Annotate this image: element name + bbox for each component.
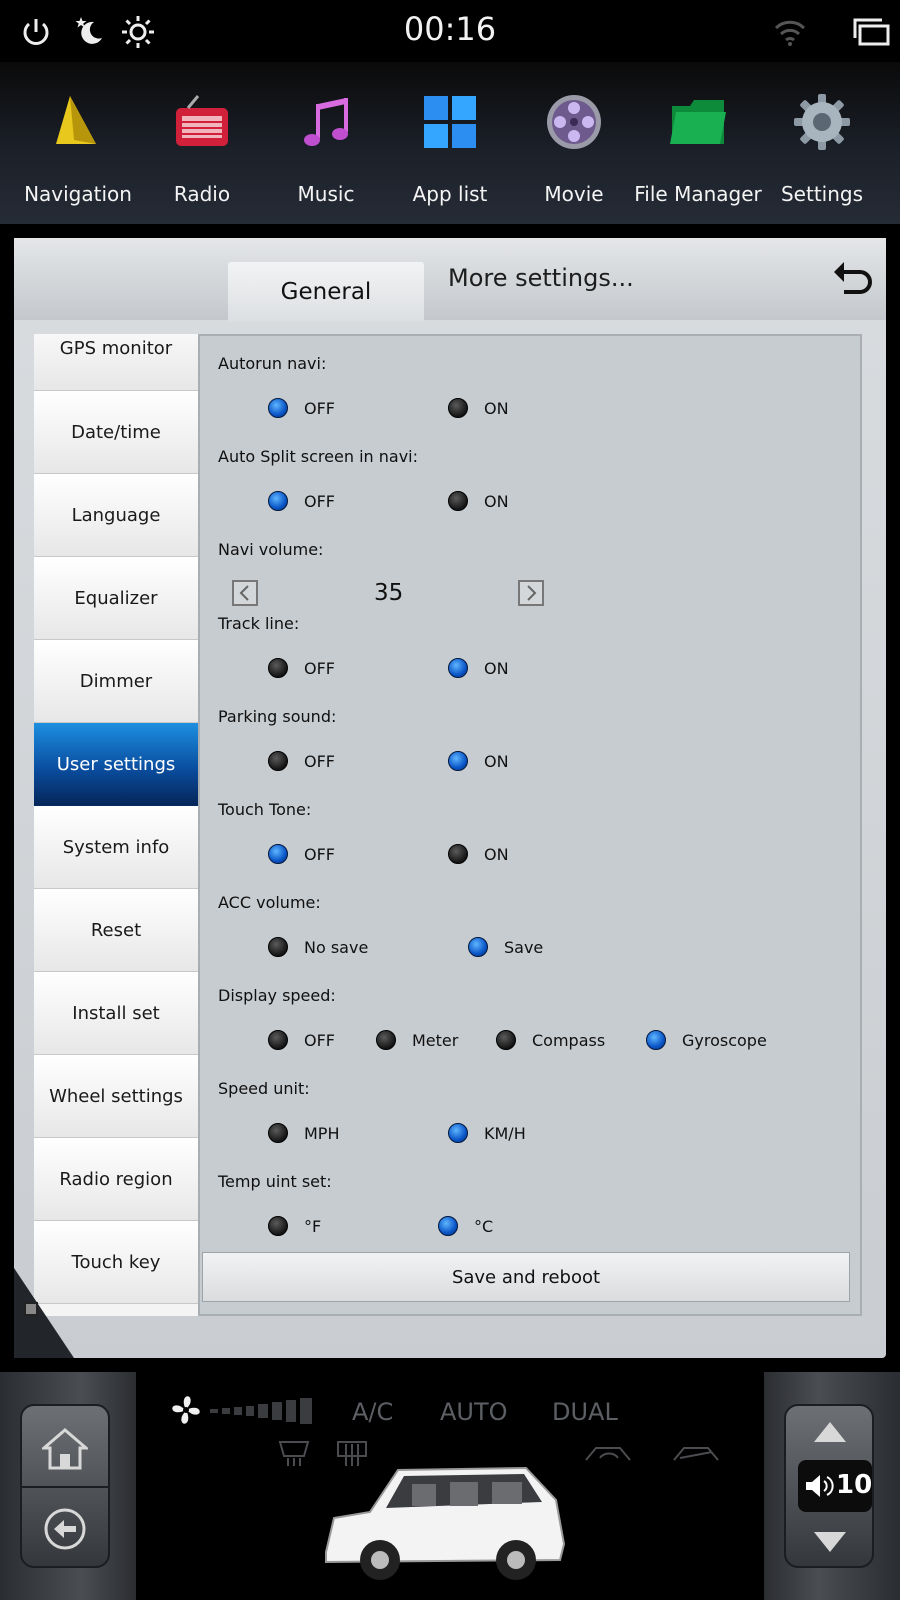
track-line-off-radio[interactable] — [268, 658, 288, 678]
dock-item-navigation[interactable]: Navigation — [16, 62, 140, 224]
auto-label[interactable]: AUTO — [440, 1398, 508, 1426]
auto-split-on-radio[interactable] — [448, 491, 468, 511]
sidebar-item-wheel-settings[interactable]: Wheel settings — [34, 1055, 198, 1138]
car-image — [320, 1456, 570, 1600]
auto-split-off-radio[interactable] — [268, 491, 288, 511]
display-speed-gyroscope-label: Gyroscope — [682, 1031, 767, 1050]
gear-icon — [792, 92, 852, 152]
app-list-icon — [420, 92, 480, 152]
temp-unit-c-label: °C — [474, 1217, 494, 1236]
dock-item-file-manager[interactable]: File Manager — [636, 62, 760, 224]
dock-item-radio[interactable]: Radio — [140, 62, 264, 224]
temp-unit-f-label: °F — [304, 1217, 322, 1236]
back-icon[interactable] — [830, 256, 874, 300]
acc-volume-save-radio[interactable] — [468, 937, 488, 957]
track-line-label: Track line: — [218, 614, 300, 633]
parking-sound-on-radio[interactable] — [448, 751, 468, 771]
fresh-air-icon[interactable] — [672, 1440, 722, 1466]
app-dock — [0, 62, 900, 224]
auto-split-label: Auto Split screen in navi: — [218, 447, 418, 466]
display-speed-off-label: OFF — [304, 1031, 335, 1050]
sidebar-item-radio-region[interactable]: Radio region — [34, 1138, 198, 1221]
display-speed-meter-radio[interactable] — [376, 1030, 396, 1050]
ac-label[interactable]: A/C — [352, 1398, 394, 1426]
touch-tone-on-radio[interactable] — [448, 844, 468, 864]
sidebar-item-equalizer[interactable]: Equalizer — [34, 557, 198, 640]
touch-tone-off-label: OFF — [304, 845, 335, 864]
brightness-icon[interactable] — [120, 14, 156, 50]
display-speed-off-radio[interactable] — [268, 1030, 288, 1050]
acc-volume-no-save-label: No save — [304, 938, 369, 957]
volume-down-icon[interactable] — [812, 1530, 848, 1554]
power-icon[interactable] — [18, 14, 54, 50]
chevron-left-icon — [234, 582, 256, 604]
left-control-panel — [0, 1372, 136, 1600]
tab-more-settings[interactable]: More settings... — [448, 264, 634, 292]
parking-sound-label: Parking sound: — [218, 707, 337, 726]
corner-triangle — [14, 1268, 74, 1358]
status-bar — [0, 0, 900, 62]
autorun-navi-on-label: ON — [484, 399, 509, 418]
acc-volume-no-save-radio[interactable] — [268, 937, 288, 957]
temp-unit-c-radio[interactable] — [438, 1216, 458, 1236]
parking-sound-off-radio[interactable] — [268, 751, 288, 771]
sidebar-item-install-set[interactable]: Install set — [34, 972, 198, 1055]
display-speed-compass-radio[interactable] — [496, 1030, 516, 1050]
night-mode-icon[interactable] — [72, 14, 108, 50]
dock-item-music[interactable]: Music — [264, 62, 388, 224]
display-speed-compass-label: Compass — [532, 1031, 606, 1050]
track-line-on-label: ON — [484, 659, 509, 678]
sidebar-item-gps-monitor[interactable]: GPS monitor — [34, 334, 198, 391]
speed-unit-mph-radio[interactable] — [268, 1123, 288, 1143]
sidebar — [34, 334, 198, 1316]
navigation-icon — [48, 92, 108, 152]
dock-item-app-list[interactable]: App list — [388, 62, 512, 224]
temp-unit-label: Temp uint set: — [218, 1172, 332, 1191]
speaker-icon — [804, 1472, 834, 1500]
clock: 00:16 — [403, 10, 497, 48]
rear-defrost-icon[interactable] — [276, 1438, 312, 1468]
volume-up-icon[interactable] — [812, 1420, 848, 1444]
air-recirculation-icon[interactable] — [584, 1440, 634, 1466]
tab-general[interactable]: General — [228, 262, 424, 322]
movie-icon — [544, 92, 604, 152]
music-icon — [296, 92, 356, 152]
sidebar-item-system-info[interactable]: System info — [34, 806, 198, 889]
radio-icon — [172, 92, 232, 152]
recent-apps-icon[interactable] — [852, 14, 892, 50]
dock-item-settings[interactable]: Settings — [760, 62, 884, 224]
tab-bar — [14, 238, 886, 320]
save-and-reboot-button[interactable]: Save and reboot — [202, 1252, 850, 1302]
navi-volume-label: Navi volume: — [218, 540, 324, 559]
climate-bar — [0, 1372, 900, 1600]
sidebar-item-reset[interactable]: Reset — [34, 889, 198, 972]
sidebar-item-dimmer[interactable]: Dimmer — [34, 640, 198, 723]
acc-volume-label: ACC volume: — [218, 893, 321, 912]
navi-volume-increase-button[interactable] — [518, 580, 544, 606]
left-button-group — [20, 1404, 110, 1568]
home-icon[interactable] — [42, 1426, 88, 1472]
navi-volume-value: 35 — [374, 580, 404, 606]
back-circle-icon[interactable] — [42, 1506, 88, 1552]
parking-sound-on-label: ON — [484, 752, 509, 771]
auto-split-off-label: OFF — [304, 492, 335, 511]
dual-label[interactable]: DUAL — [552, 1398, 618, 1426]
sidebar-item-touch-key[interactable]: Touch key — [34, 1221, 198, 1304]
navi-volume-decrease-button[interactable] — [232, 580, 258, 606]
parking-sound-off-label: OFF — [304, 752, 335, 771]
sidebar-item-date-time[interactable]: Date/time — [34, 391, 198, 474]
dock-item-movie[interactable]: Movie — [512, 62, 636, 224]
track-line-off-label: OFF — [304, 659, 335, 678]
chevron-right-icon — [520, 582, 542, 604]
speed-unit-mph-label: MPH — [304, 1124, 340, 1143]
touch-tone-on-label: ON — [484, 845, 509, 864]
acc-volume-save-label: Save — [504, 938, 544, 957]
corner-square-icon[interactable] — [24, 1302, 38, 1316]
touch-tone-label: Touch Tone: — [218, 800, 312, 819]
display-speed-gyroscope-radio[interactable] — [646, 1030, 666, 1050]
fan-icon[interactable] — [166, 1390, 206, 1430]
display-speed-meter-label: Meter — [412, 1031, 459, 1050]
temp-unit-f-radio[interactable] — [268, 1216, 288, 1236]
autorun-navi-on-radio[interactable] — [448, 398, 468, 418]
sidebar-item-user-settings[interactable]: User settings — [34, 723, 198, 806]
folder-icon — [668, 92, 728, 152]
sidebar-item-language[interactable]: Language — [34, 474, 198, 557]
volume-level: 10 — [836, 1470, 873, 1500]
fan-speed-bar[interactable] — [210, 1396, 320, 1426]
touch-tone-off-radio[interactable] — [268, 844, 288, 864]
track-line-on-radio[interactable] — [448, 658, 468, 678]
autorun-navi-off-radio[interactable] — [268, 398, 288, 418]
user-settings-panel — [198, 334, 862, 1316]
autorun-navi-off-label: OFF — [304, 399, 335, 418]
volume-display — [798, 1460, 872, 1512]
auto-split-on-label: ON — [484, 492, 509, 511]
speed-unit-kmh-radio[interactable] — [448, 1123, 468, 1143]
settings-window — [14, 238, 886, 1358]
display-speed-label: Display speed: — [218, 986, 336, 1005]
speed-unit-kmh-label: KM/H — [484, 1124, 526, 1143]
wifi-icon — [772, 14, 808, 50]
speed-unit-label: Speed unit: — [218, 1079, 310, 1098]
autorun-navi-label: Autorun navi: — [218, 354, 327, 373]
